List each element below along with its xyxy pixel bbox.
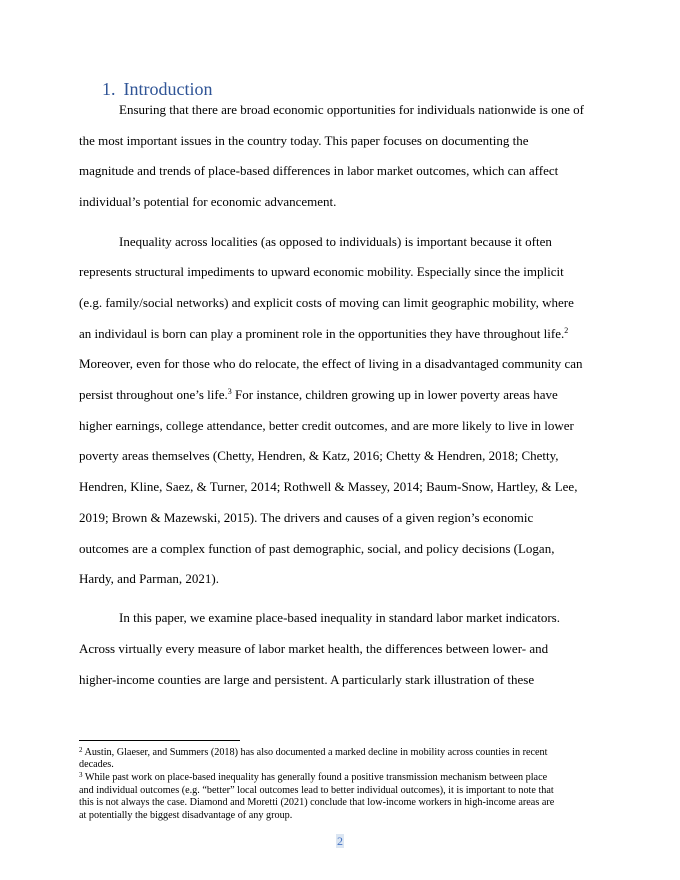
footnote-2-text-1: Austin, Glaeser, and Summers (2018) has also documented a marked decline in mobility across counties in recent	[82, 747, 548, 758]
paragraph-1-line-1: Ensuring that there are broad economic opportunities for individuals nationwide is one of	[119, 102, 584, 117]
paragraph-2-line-6-text-b: For instance, children growing up in lower poverty areas have	[231, 387, 558, 402]
footnote-2-marker: 2	[79, 746, 83, 754]
paragraph-2-line-10: 2019; Brown & Mazewski, 2015). The drivers and causes of a given region’s economic	[79, 510, 534, 525]
paragraph-2-line-6-text-a: persist throughout one’s life.	[79, 387, 228, 402]
footnote-3-line-2: and individual outcomes (e.g. “better” local outcomes lead to better individual outcomes), it is important to note that	[79, 785, 554, 796]
paragraph-2-line-4	[79, 326, 568, 342]
paragraph-2-line-9: Hendren, Kline, Saez, & Turner, 2014; Rothwell & Massey, 2014; Baum-Snow, Hartley, & Lee,	[79, 479, 578, 494]
paragraph-2-line-4-text: an individaul is born can play a prominent role in the opportunities they have throughout life.	[79, 326, 565, 341]
footnote-3-line-3: this is not always the case. Diamond and Moretti (2021) conclude that low-income workers in high-income areas are	[79, 797, 555, 808]
paragraph-3-line-2: Across virtually every measure of labor market health, the differences between lower- and	[79, 641, 549, 656]
paragraph-2-line-1: Inequality across localities (as opposed to individuals) is important because it often	[119, 234, 552, 249]
paragraph-2-line-3: (e.g. family/social networks) and explicit costs of moving can limit geographic mobility, where	[79, 295, 574, 310]
section-number: 1.	[102, 79, 116, 99]
footnote-separator	[79, 740, 240, 741]
footnote-ref-3[interactable]: 3	[227, 387, 232, 396]
paragraph-1-line-4: individual’s potential for economic advancement.	[79, 194, 337, 209]
paragraph-2-line-8: poverty areas themselves (Chetty, Hendren, & Katz, 2016; Chetty & Hendren, 2018; Chetty,	[79, 448, 559, 463]
section-heading	[102, 78, 212, 100]
paragraph-3-line-3: higher-income counties are large and persistent. A particularly stark illustration of these	[79, 672, 535, 687]
section-title: Introduction	[123, 79, 213, 99]
paragraph-1-line-3: magnitude and trends of place-based differences in labor market outcomes, which can affect	[79, 163, 559, 178]
paragraph-2-line-7: higher earnings, college attendance, better credit outcomes, and are more likely to live in lower	[79, 418, 574, 433]
footnote-3-line-1	[79, 772, 547, 784]
footnote-3-marker: 3	[79, 771, 83, 779]
footnote-ref-2[interactable]: 2	[564, 326, 569, 335]
paragraph-2-line-2: represents structural impediments to upward economic mobility. Especially since the implicit	[79, 264, 564, 279]
page-number: 2	[337, 834, 343, 848]
paragraph-1-line-2: the most important issues in the country today. This paper focuses on documenting the	[79, 133, 529, 148]
paragraph-2-line-11: outcomes are a complex function of past demographic, social, and policy decisions (Logan,	[79, 541, 555, 556]
footnote-3-line-4: at potentially the biggest disadvantage of any group.	[79, 810, 293, 821]
footnote-2-line-1	[79, 747, 547, 759]
footnote-2-line-2: decades.	[79, 759, 114, 770]
paragraph-2-line-5: Moreover, even for those who do relocate, the effect of living in a disadvantaged community can	[79, 356, 583, 371]
paragraph-2-line-12: Hardy, and Parman, 2021).	[79, 571, 219, 586]
paragraph-3-line-1: In this paper, we examine place-based inequality in standard labor market indicators.	[119, 610, 560, 625]
paragraph-2-line-6	[79, 387, 558, 403]
footnote-3-text-1: While past work on place-based inequality has generally found a positive transmission mechanism between place	[82, 772, 548, 783]
